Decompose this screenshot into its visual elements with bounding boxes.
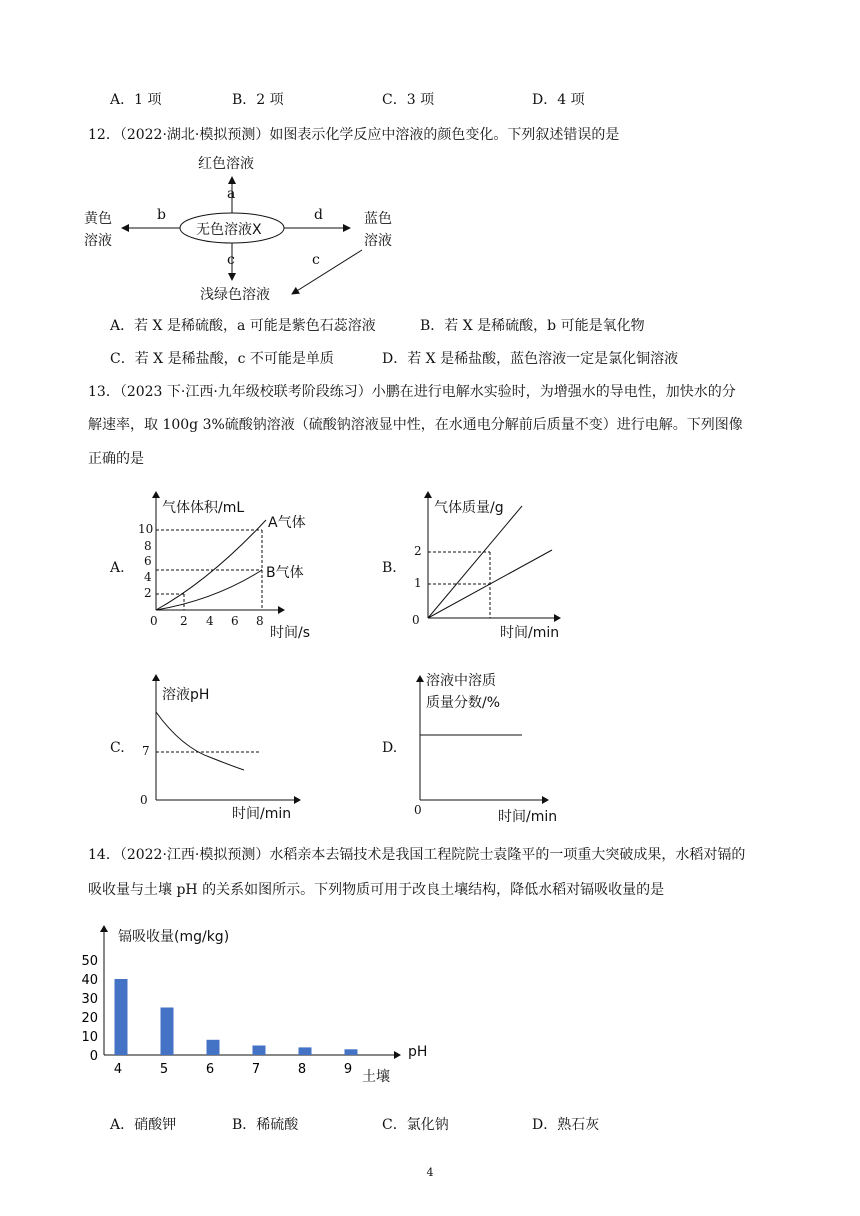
graph-a-xtick-4: 4 xyxy=(206,614,214,628)
bar-xtick-4: 4 xyxy=(113,1062,123,1077)
bar-xtick-6: 6 xyxy=(205,1062,215,1077)
diagram-bottom: 浅绿色溶液 xyxy=(200,287,270,303)
graph-a-ytick-4: 4 xyxy=(144,570,152,584)
diagram-left-2: 溶液 xyxy=(84,233,112,249)
bar-ph-9 xyxy=(345,1049,358,1055)
bar-xlabel-soil: 土壤 xyxy=(362,1069,390,1085)
q12-option-a: A．若 X 是稀硫酸，a 可能是紫色石蕊溶液 xyxy=(110,318,376,334)
graph-a-ylabel: 气体体积/mL xyxy=(162,500,245,516)
bar-ytick-10: 10 xyxy=(81,1030,98,1045)
graph-b-origin: 0 xyxy=(412,613,420,627)
bar-ph-4 xyxy=(115,979,128,1055)
graph-c-origin: 0 xyxy=(140,793,148,807)
q14-option-d: D．熟石灰 xyxy=(532,1117,600,1133)
graph-a-label: A. xyxy=(110,560,125,576)
graph-a-xtick-2: 2 xyxy=(180,614,188,628)
bar-ytick-30: 30 xyxy=(81,992,98,1007)
graph-a-xtick-8: 8 xyxy=(256,614,264,628)
bar-xlabel-ph: pH xyxy=(408,1044,428,1060)
graph-a-series-a: A气体 xyxy=(268,515,306,531)
q13-stem-2: 解速率，取 100g 3%硫酸钠溶液（硫酸钠溶液显中性，在水通电分解前后质量不变）进行电解。下列图像 xyxy=(88,417,743,433)
graph-a-ytick-10: 10 xyxy=(138,522,154,536)
graph-b-xlabel: 时间/min xyxy=(500,625,560,641)
bar-xtick-7: 7 xyxy=(251,1062,261,1077)
bar-ytick-50: 50 xyxy=(81,954,98,969)
graph-a-ytick-8: 8 xyxy=(144,539,152,553)
bar-ytick-40: 40 xyxy=(81,973,98,988)
graph-d-ylabel-1: 溶液中溶质 xyxy=(426,673,496,689)
q14-option-c: C．氯化钠 xyxy=(382,1117,449,1133)
q14-option-a: A．硝酸钾 xyxy=(110,1117,177,1133)
label-c: c xyxy=(227,252,235,268)
graph-a-xtick-0: 0 xyxy=(150,614,158,628)
q11-option-a: A．1 项 xyxy=(110,92,162,108)
diagram-right-1: 蓝色 xyxy=(364,211,392,227)
label-a: a xyxy=(227,186,236,202)
q11-option-b: B．2 项 xyxy=(232,92,284,108)
q11-option-c: C．3 项 xyxy=(382,92,435,108)
q14-option-b: B．稀硫酸 xyxy=(232,1117,299,1133)
graph-c-label: C. xyxy=(110,740,125,756)
graph-d-ylabel-2: 质量分数/% xyxy=(426,695,501,711)
diagram-left-1: 黄色 xyxy=(84,211,112,227)
q13-stem-3: 正确的是 xyxy=(88,451,144,467)
q12-option-b: B．若 X 是稀硫酸，b 可能是氧化物 xyxy=(420,318,645,334)
graph-a-xlabel: 时间/s xyxy=(270,625,311,641)
bar-ytick-20: 20 xyxy=(81,1011,98,1026)
graph-b-ytick-2: 2 xyxy=(414,544,422,558)
q14-stem-1: 14．（2022·江西·模拟预测）水稻亲本去镉技术是我国工程院院士袁隆平的一项重大突破成果，水稻对镉的 xyxy=(88,847,746,863)
diagram-right-2: 溶液 xyxy=(364,233,392,249)
bar-ytick-0: 0 xyxy=(89,1049,98,1064)
bar-ph-7 xyxy=(253,1046,266,1056)
q11-option-d: D．4 项 xyxy=(532,92,585,108)
graph-d-origin: 0 xyxy=(414,803,422,817)
graph-a-xtick-6: 6 xyxy=(231,614,239,628)
graph-c-xlabel: 时间/min xyxy=(232,806,292,822)
bar-ph-8 xyxy=(299,1047,312,1055)
graph-a-series-b: B气体 xyxy=(266,565,304,581)
diagram-top: 红色溶液 xyxy=(198,156,254,172)
q12-stem: 12．（2022·湖北·模拟预测）如图表示化学反应中溶液的颜色变化。下列叙述错误的是 xyxy=(88,127,620,143)
graph-c-ytick-7: 7 xyxy=(142,744,150,758)
bar-ph-6 xyxy=(207,1040,220,1055)
bar-xtick-9: 9 xyxy=(343,1062,353,1077)
bar-ph-5 xyxy=(161,1008,174,1056)
graph-b-ytick-1: 1 xyxy=(414,576,422,590)
diagram-center: 无色溶液X xyxy=(196,222,262,238)
q14-stem-2: 吸收量与土壤 pH 的关系如图所示。下列物质可用于改良土壤结构，降低水稻对镉吸收量的是 xyxy=(88,882,665,898)
graph-a-ytick-6: 6 xyxy=(144,554,152,568)
graph-c-ylabel: 溶液pH xyxy=(162,687,210,703)
bar-xtick-8: 8 xyxy=(297,1062,307,1077)
q13-stem-1: 13．（2023 下·江西·九年级校联考阶段练习）小鹏在进行电解水实验时，为增强水的导电性，加快水的分 xyxy=(88,384,736,400)
bar-ylabel: 镉吸收量(mg/kg) xyxy=(118,929,230,945)
graph-b-label: B. xyxy=(382,560,397,576)
page-number: 4 xyxy=(426,1166,434,1179)
label-d: d xyxy=(314,207,323,223)
graph-b-ylabel: 气体质量/g xyxy=(434,500,504,516)
graph-d-label: D. xyxy=(382,740,398,756)
label-c2: c xyxy=(312,252,320,268)
label-b: b xyxy=(157,207,166,223)
graph-d-xlabel: 时间/min xyxy=(498,809,558,825)
graph-a-ytick-2: 2 xyxy=(144,586,152,600)
bar-xtick-5: 5 xyxy=(159,1062,169,1077)
q12-option-c: C．若 X 是稀盐酸，c 不可能是单质 xyxy=(110,351,334,367)
q12-option-d: D．若 X 是稀盐酸，蓝色溶液一定是氯化铜溶液 xyxy=(382,351,679,367)
